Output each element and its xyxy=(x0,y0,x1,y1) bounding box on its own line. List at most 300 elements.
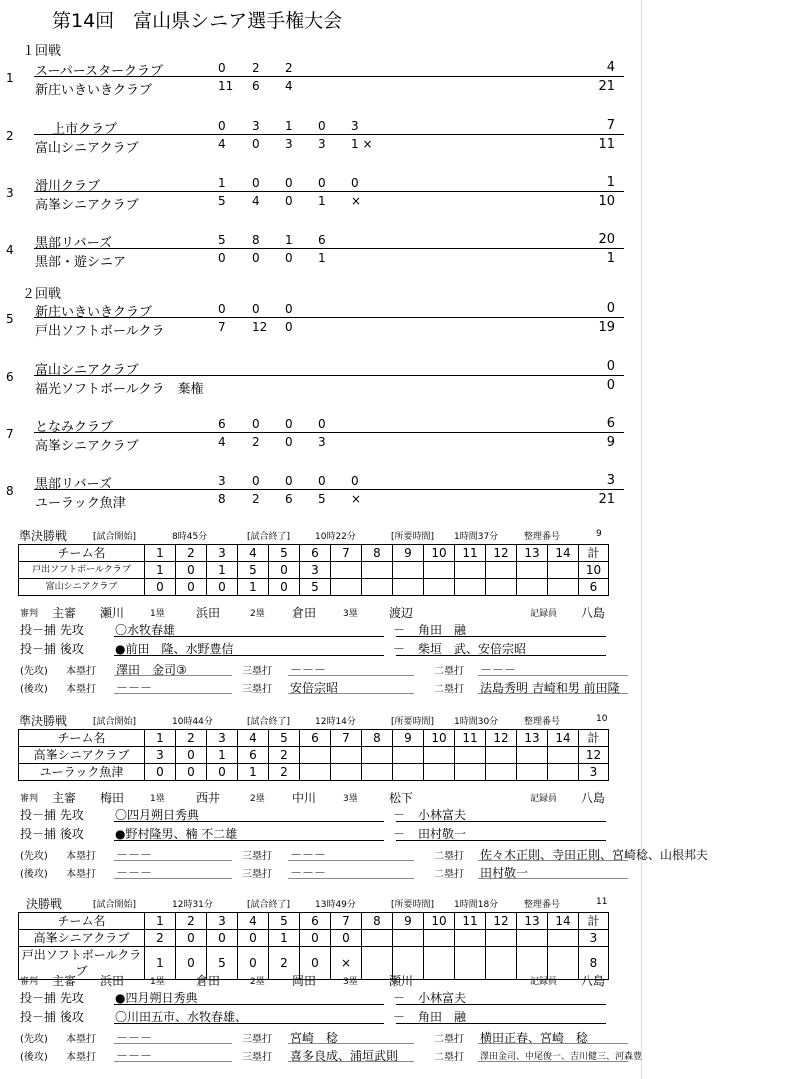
home-run-label: 本塁打 xyxy=(66,1052,96,1063)
bottom-score: 2 xyxy=(252,435,260,449)
score-row xyxy=(19,930,609,947)
triple-underline xyxy=(288,693,414,694)
inning-score xyxy=(424,562,455,579)
hr-underline xyxy=(114,693,232,694)
catcher-underline xyxy=(396,840,606,841)
inning-header: 1 xyxy=(145,730,176,747)
serial-label: 整理番号 xyxy=(524,717,561,727)
bottom-score: 2 xyxy=(252,492,260,506)
home-run-players: －－－ xyxy=(116,1031,153,1045)
third-base-label: 3塁 xyxy=(343,794,358,804)
top-score: 0 xyxy=(318,119,326,133)
bottom-score: 7 xyxy=(218,320,226,334)
top-total: 0 xyxy=(606,359,615,374)
top-score: 0 xyxy=(351,176,359,190)
inning-score xyxy=(517,579,548,596)
bracket-top-team: 新庄いきいきクラブ xyxy=(35,305,153,320)
inning-score xyxy=(362,947,393,980)
recorder-name: 八島 xyxy=(581,974,606,988)
team-side-label: (後攻) xyxy=(20,869,48,880)
hr-underline xyxy=(114,860,232,861)
home-run-players: －－－ xyxy=(116,866,153,880)
inning-score: 1 xyxy=(269,930,300,947)
team-side-label: (先攻) xyxy=(20,1034,48,1045)
end-label: [試合終了] xyxy=(247,900,291,910)
inning-score xyxy=(455,579,486,596)
total-score: 10 xyxy=(579,562,609,579)
match-number: 2 xyxy=(6,129,14,143)
home-run-players: －－－ xyxy=(116,681,153,695)
inning-score xyxy=(424,579,455,596)
battery-first-catcher: 角田 融 xyxy=(418,623,467,637)
inning-score xyxy=(393,930,424,947)
triple-label: 三塁打 xyxy=(242,666,272,677)
catcher-underline xyxy=(396,655,606,656)
bracket-top-team: 滑川クラブ xyxy=(35,179,101,194)
match-divider xyxy=(34,317,624,318)
round2-label: ２回戦 xyxy=(22,287,62,302)
hr-underline xyxy=(114,675,232,676)
bottom-score: 5 xyxy=(218,194,226,208)
serial-value: 10 xyxy=(596,714,608,724)
inning-score: 2 xyxy=(269,747,300,764)
start-label: [試合開始] xyxy=(93,900,137,910)
match-number: 7 xyxy=(6,427,14,441)
bracket-top-team: スーパースタークラブ xyxy=(35,64,164,79)
inning-score xyxy=(424,930,455,947)
inning-score: 0 xyxy=(300,930,331,947)
pitcher-underline xyxy=(114,840,384,841)
inning-score: 1 xyxy=(207,747,238,764)
serial-label: 整理番号 xyxy=(524,900,561,910)
catcher-underline xyxy=(396,1004,606,1005)
inning-score xyxy=(362,579,393,596)
top-score: 0 xyxy=(218,119,226,133)
double-players: 澤田金司、中尾俊一、吉川健三、河森豊 xyxy=(480,1052,643,1062)
triple-label: 三塁打 xyxy=(242,851,272,862)
second-base-umpire: 中川 xyxy=(292,791,317,805)
battery-first-pitcher: 〇四月朔日秀典 xyxy=(115,808,200,822)
total-header: 計 xyxy=(579,913,609,930)
first-base-umpire: 西井 xyxy=(196,791,221,805)
top-score: 2 xyxy=(285,61,293,75)
inning-header: 6 xyxy=(300,545,331,562)
inning-score xyxy=(455,764,486,781)
inning-header: 9 xyxy=(393,913,424,930)
inning-score: 0 xyxy=(331,930,362,947)
inning-header: 7 xyxy=(331,730,362,747)
top-score: 0 xyxy=(218,61,226,75)
end-label: [試合終了] xyxy=(247,532,291,542)
triple-players: －－－ xyxy=(290,663,327,677)
umpire-label: 審判 xyxy=(20,977,39,987)
team-name-cell: 高峯シニアクラブ xyxy=(19,930,145,947)
bottom-score: 0 xyxy=(285,194,293,208)
top-score: 0 xyxy=(318,474,326,488)
inning-score: 3 xyxy=(300,562,331,579)
duration-value: 1時間18分 xyxy=(454,900,499,910)
inning-score xyxy=(393,562,424,579)
inning-score xyxy=(331,579,362,596)
inning-score: 0 xyxy=(300,947,331,980)
first-base-label: 1塁 xyxy=(150,977,165,987)
bracket-bottom-team: 新庄いきいきクラブ xyxy=(35,83,153,98)
battery-first-dash: － xyxy=(393,623,406,637)
team-side-label: (先攻) xyxy=(20,666,48,677)
catcher-underline xyxy=(396,1023,606,1024)
pitcher-underline xyxy=(114,655,384,656)
score-row xyxy=(19,579,609,596)
inning-score xyxy=(424,764,455,781)
inning-score: 0 xyxy=(176,747,207,764)
duration-label: [所要時間] xyxy=(391,900,435,910)
battery-second-label: 投－捕 後攻 xyxy=(20,1010,84,1024)
inning-header: 13 xyxy=(517,545,548,562)
double-label: 二塁打 xyxy=(434,869,464,880)
double-label: 二塁打 xyxy=(434,1052,464,1063)
inning-score: 1 xyxy=(207,562,238,579)
chief-label: 主審 xyxy=(52,974,77,988)
end-time: 12時14分 xyxy=(315,717,356,727)
inning-score xyxy=(548,747,579,764)
hr-underline xyxy=(114,1061,232,1062)
top-score: 0 xyxy=(318,176,326,190)
top-score: 1 xyxy=(285,119,293,133)
battery-second-label: 投－捕 後攻 xyxy=(20,642,84,656)
triple-underline xyxy=(288,860,414,861)
total-score: 12 xyxy=(579,747,609,764)
total-score: 3 xyxy=(579,930,609,947)
third-base-umpire: 瀬川 xyxy=(389,974,414,988)
inning-header: 12 xyxy=(486,913,517,930)
chief-label: 主審 xyxy=(52,791,77,805)
score-row xyxy=(19,764,609,781)
score-row xyxy=(19,562,609,579)
recorder-name: 八島 xyxy=(581,791,606,805)
battery-second-catcher: 柴垣 武、安倍宗昭 xyxy=(418,642,527,656)
bottom-total: 10 xyxy=(598,194,615,209)
double-underline xyxy=(478,675,628,676)
inning-score: 0 xyxy=(269,562,300,579)
top-score: 8 xyxy=(252,233,260,247)
inning-score xyxy=(486,562,517,579)
top-score: 1 xyxy=(218,176,226,190)
home-run-label: 本塁打 xyxy=(66,851,96,862)
bottom-total: 21 xyxy=(598,492,615,507)
battery-first-label: 投－捕 先攻 xyxy=(20,808,84,822)
bottom-score: × xyxy=(351,194,362,208)
start-time: 8時45分 xyxy=(172,532,208,542)
inning-score xyxy=(548,579,579,596)
inning-score xyxy=(393,747,424,764)
inning-header: 6 xyxy=(300,730,331,747)
umpire-label: 審判 xyxy=(20,794,39,804)
inning-header: 3 xyxy=(207,545,238,562)
inning-score: 0 xyxy=(176,930,207,947)
match-divider xyxy=(34,489,624,490)
bracket-top-team: となみクラブ xyxy=(35,420,114,435)
inning-header: 11 xyxy=(455,730,486,747)
top-total: 20 xyxy=(598,232,615,247)
umpire-label: 審判 xyxy=(20,609,39,619)
inning-score xyxy=(455,947,486,980)
serial-label: 整理番号 xyxy=(524,532,561,542)
inning-score: 2 xyxy=(145,930,176,947)
inning-score: 6 xyxy=(238,747,269,764)
battery-second-pitcher: ●前田 隆、水野豊信 xyxy=(115,642,234,656)
inning-header: 8 xyxy=(362,730,393,747)
end-time: 10時22分 xyxy=(315,532,356,542)
bracket-bottom-team: 福光ソフトボールクラ 棄権 xyxy=(35,382,204,397)
top-score: 0 xyxy=(252,176,260,190)
inning-score xyxy=(517,747,548,764)
inning-score xyxy=(548,562,579,579)
battery-second-catcher: 田村敬一 xyxy=(418,827,467,841)
inning-score: 0 xyxy=(207,930,238,947)
start-label: [試合開始] xyxy=(93,532,137,542)
start-label: [試合開始] xyxy=(93,717,137,727)
inning-score: 0 xyxy=(238,947,269,980)
bottom-score: 4 xyxy=(218,435,226,449)
chief-label: 主審 xyxy=(52,606,77,620)
battery-second-pitcher: 〇川田五市、水牧春雄、 xyxy=(115,1010,248,1024)
bracket-top-team: 富山シニアクラブ xyxy=(35,363,139,378)
inning-score: 1 xyxy=(145,562,176,579)
bottom-score: 3 xyxy=(318,435,326,449)
inning-score xyxy=(486,579,517,596)
bottom-score: 1 × xyxy=(351,137,373,151)
bottom-total: 9 xyxy=(606,435,615,450)
team-name-cell: 富山シニアクラブ xyxy=(19,579,145,596)
inning-header: 5 xyxy=(269,913,300,930)
home-run-players: －－－ xyxy=(116,1049,153,1063)
pitcher-underline xyxy=(114,1023,384,1024)
match-divider xyxy=(34,134,624,135)
inning-score: 5 xyxy=(238,562,269,579)
match-divider xyxy=(34,248,624,249)
top-total: 6 xyxy=(606,416,615,431)
inning-header: 3 xyxy=(207,913,238,930)
second-base-umpire: 岡田 xyxy=(292,974,317,988)
triple-players: 宮崎 稔 xyxy=(290,1031,339,1045)
game-title: 準決勝戦 xyxy=(19,529,68,543)
inning-score: 2 xyxy=(269,764,300,781)
chief-umpire: 浜田 xyxy=(100,974,125,988)
bottom-score: 0 xyxy=(285,435,293,449)
team-name-cell: ユーラック魚津 xyxy=(19,764,145,781)
chief-umpire: 瀬川 xyxy=(100,606,125,620)
bottom-score: 6 xyxy=(252,79,260,93)
home-run-label: 本塁打 xyxy=(66,666,96,677)
bottom-total: 19 xyxy=(598,320,615,335)
battery-second-pitcher: ●野村隆男、楠 不二雄 xyxy=(115,827,238,841)
inning-header: 12 xyxy=(486,545,517,562)
inning-score xyxy=(331,764,362,781)
double-players: －－－ xyxy=(480,663,517,677)
third-base-label: 3塁 xyxy=(343,977,358,987)
top-total: 3 xyxy=(606,473,615,488)
home-run-label: 本塁打 xyxy=(66,869,96,880)
double-label: 二塁打 xyxy=(434,684,464,695)
bottom-score: 1 xyxy=(318,251,326,265)
pitcher-underline xyxy=(114,821,384,822)
top-total: 1 xyxy=(606,175,615,190)
first-base-umpire: 倉田 xyxy=(196,974,221,988)
top-score: 0 xyxy=(252,474,260,488)
scoreboard-table xyxy=(18,544,609,596)
bracket-bottom-team: 黒部・遊シニア xyxy=(35,255,127,270)
pitcher-underline xyxy=(114,1004,384,1005)
team-side-label: (後攻) xyxy=(20,684,48,695)
top-score: 3 xyxy=(252,119,260,133)
match-number: 1 xyxy=(6,71,14,85)
inning-score xyxy=(455,562,486,579)
top-score: 1 xyxy=(285,233,293,247)
match-number: 4 xyxy=(6,243,14,257)
bracket-bottom-team: 戸出ソフトボールクラ xyxy=(35,324,165,339)
battery-second-dash: － xyxy=(393,1010,406,1024)
total-score: 3 xyxy=(579,764,609,781)
top-score: 6 xyxy=(318,233,326,247)
inning-score xyxy=(362,764,393,781)
top-score: 3 xyxy=(351,119,359,133)
inning-header: 10 xyxy=(424,913,455,930)
inning-score xyxy=(455,747,486,764)
top-score: 0 xyxy=(351,474,359,488)
inning-header: 3 xyxy=(207,730,238,747)
team-name-cell: 戸出ソフトボールクラブ xyxy=(19,562,145,579)
bottom-score: 4 xyxy=(285,79,293,93)
start-time: 10時44分 xyxy=(172,717,213,727)
top-score: 3 xyxy=(218,474,226,488)
match-number: 5 xyxy=(6,312,14,326)
hr-underline xyxy=(114,878,232,879)
bracket-bottom-team: 高峯シニアクラブ xyxy=(35,198,139,213)
top-score: 0 xyxy=(318,417,326,431)
home-run-label: 本塁打 xyxy=(66,684,96,695)
match-divider xyxy=(34,191,624,192)
double-label: 二塁打 xyxy=(434,666,464,677)
inning-score xyxy=(517,764,548,781)
bottom-total: 21 xyxy=(598,79,615,94)
top-total: 4 xyxy=(606,60,615,75)
team-name-header: チーム名 xyxy=(19,913,145,930)
inning-header: 1 xyxy=(145,913,176,930)
team-name-cell: 戸出ソフトボールクラブ xyxy=(19,947,145,980)
battery-first-catcher: 小林富夫 xyxy=(418,808,467,822)
inning-header: 2 xyxy=(176,730,207,747)
triple-underline xyxy=(288,1043,414,1044)
inning-header: 14 xyxy=(548,545,579,562)
bracket-top-team: 黒部リバーズ xyxy=(35,477,112,492)
inning-score: 0 xyxy=(176,562,207,579)
round1-label: １回戦 xyxy=(22,44,62,59)
bottom-score: 0 xyxy=(285,320,293,334)
third-base-umpire: 松下 xyxy=(389,791,414,805)
bottom-total: 0 xyxy=(606,378,615,393)
home-run-players: －－－ xyxy=(116,848,153,862)
triple-label: 三塁打 xyxy=(242,869,272,880)
battery-first-dash: － xyxy=(393,991,406,1005)
duration-value: 1時間30分 xyxy=(454,717,499,727)
third-base-label: 3塁 xyxy=(343,609,358,619)
match-number: 3 xyxy=(6,186,14,200)
double-underline xyxy=(478,1043,628,1044)
match-number: 6 xyxy=(6,370,14,384)
inning-score: 0 xyxy=(269,579,300,596)
inning-score xyxy=(486,747,517,764)
bottom-score: 3 xyxy=(318,137,326,151)
bottom-score: 5 xyxy=(318,492,326,506)
bracket-top-team: 黒部リバーズ xyxy=(35,236,112,251)
triple-underline xyxy=(288,675,414,676)
inning-score xyxy=(548,764,579,781)
inning-score: 0 xyxy=(176,764,207,781)
total-score: 6 xyxy=(579,579,609,596)
double-players: 法島秀明 吉崎和男 前田隆 xyxy=(480,681,620,695)
match-divider xyxy=(34,432,624,433)
battery-second-label: 投－捕 後攻 xyxy=(20,827,84,841)
top-score: 0 xyxy=(252,302,260,316)
team-side-label: (後攻) xyxy=(20,1052,48,1063)
game-title: 決勝戦 xyxy=(26,897,63,911)
battery-second-dash: － xyxy=(393,642,406,656)
total-score: 8 xyxy=(579,947,609,980)
inning-header: 2 xyxy=(176,545,207,562)
page-edge-line xyxy=(641,0,642,1079)
triple-label: 三塁打 xyxy=(242,1034,272,1045)
inning-header: 13 xyxy=(517,730,548,747)
home-run-label: 本塁打 xyxy=(66,1034,96,1045)
game-title: 準決勝戦 xyxy=(19,714,68,728)
battery-first-dash: － xyxy=(393,808,406,822)
inning-score: 0 xyxy=(238,930,269,947)
inning-header: 4 xyxy=(238,545,269,562)
double-players: 佐々木正則、寺田正則、宮崎稔、山根邦夫 xyxy=(480,848,709,862)
match-number: 8 xyxy=(6,484,14,498)
inning-score: × xyxy=(331,947,362,980)
battery-first-pitcher: 〇水牧春雄 xyxy=(115,623,176,637)
page-title: 第14回 富山県シニア選手権大会 xyxy=(52,10,343,32)
double-players: 横田正春、宮崎 稔 xyxy=(480,1031,589,1045)
inning-header: 11 xyxy=(455,545,486,562)
top-total: 7 xyxy=(606,118,615,133)
start-time: 12時31分 xyxy=(172,900,213,910)
duration-value: 1時間37分 xyxy=(454,532,499,542)
bottom-score: 6 xyxy=(285,492,293,506)
first-base-label: 1塁 xyxy=(150,609,165,619)
triple-underline xyxy=(288,878,414,879)
bottom-score: 12 xyxy=(252,320,268,334)
inning-score xyxy=(548,930,579,947)
inning-header: 7 xyxy=(331,913,362,930)
inning-score xyxy=(300,764,331,781)
top-score: 0 xyxy=(285,474,293,488)
team-side-label: (先攻) xyxy=(20,851,48,862)
hr-underline xyxy=(114,1043,232,1044)
inning-score: 1 xyxy=(238,764,269,781)
top-total: 0 xyxy=(606,301,615,316)
inning-score: 0 xyxy=(207,764,238,781)
inning-score xyxy=(424,947,455,980)
match-divider xyxy=(34,375,624,376)
second-base-label: 2塁 xyxy=(250,977,265,987)
inning-score: 5 xyxy=(207,947,238,980)
recorder-label: 記録員 xyxy=(530,977,558,987)
double-underline xyxy=(478,860,628,861)
bottom-score: 0 xyxy=(252,137,260,151)
inning-header: 1 xyxy=(145,545,176,562)
